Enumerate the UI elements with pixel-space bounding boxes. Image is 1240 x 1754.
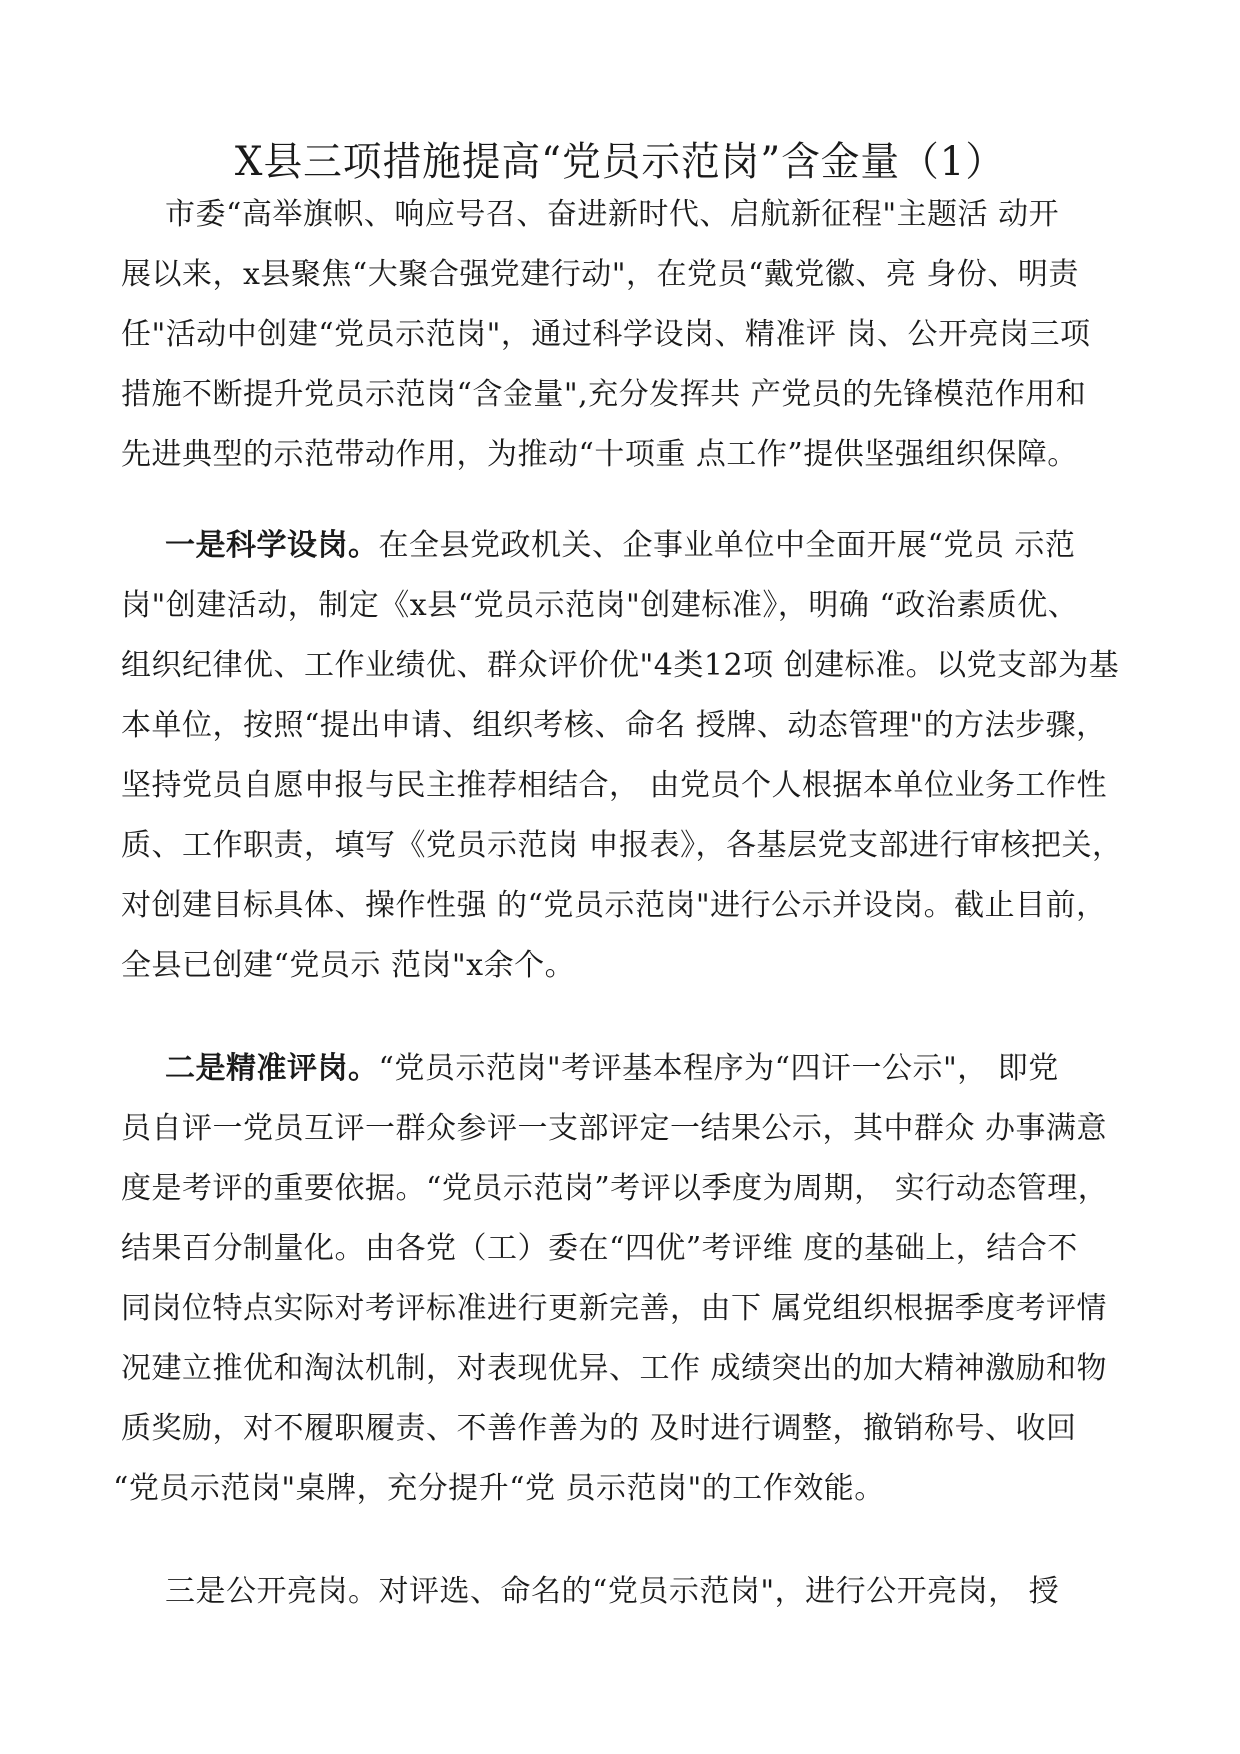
- paragraph-line: 先进典型的示范带动作用，为推动“十项重 点工作”提供坚强组织保障。: [121, 437, 1078, 472]
- paragraph-line: 措施不断提升党员示范岗“含金量",充分发挥共 产党员的先锋模范作用和: [121, 377, 1087, 412]
- paragraph-line: 坚持党员自愿申报与民主推荐相结合， 由党员个人根据本单位业务工作性: [121, 768, 1108, 803]
- paragraph-line: 展以来，x县聚焦“大聚合强党建行动"，在党员“戴党徽、亮 身份、明责: [121, 257, 1079, 292]
- paragraph-line: “党员示范岗"桌牌，充分提升“党 员示范岗"的工作效能。: [113, 1471, 885, 1506]
- paragraph-line: 质、工作职责，填写《党员示范岗 申报表》，各基层党支部进行审核把关，: [121, 828, 1123, 863]
- paragraph-first-line: [165, 1049, 1059, 1089]
- paragraph-line: 结果百分制量化。由各党（工）委在“四优”考评维 度的基础上，结合不: [121, 1231, 1078, 1266]
- paragraph-text: “党员示范岗"考评基本程序为“四讦一公示"， 即党: [378, 1051, 1059, 1086]
- section-lead-heading: 二是精准评岗。: [165, 1051, 379, 1086]
- paragraph-line: 况建立推优和淘汰机制，对表现优异、工作 成绩突出的加大精神激励和物: [121, 1351, 1108, 1386]
- paragraph-line: 岗"创建活动，制定《x县“党员示范岗"创建标准》，明确 “政治素质优、: [121, 588, 1079, 623]
- paragraph-line: 度是考评的重要依据。“党员示范岗”考评以季度为周期， 实行动态管理，: [121, 1171, 1109, 1206]
- paragraph-line: 任"活动中创建“党员示范岗"，通过科学设岗、精准评 岗、公开亮岗三项: [121, 317, 1091, 352]
- paragraph-line: 质奖励，对不履职履责、不善作善为的 及时进行调整，撤销称号、收回: [121, 1411, 1077, 1446]
- paragraph-first-line: [165, 526, 1075, 566]
- paragraph-line: 组织纪律优、工作业绩优、群众评价优"4类12项 创建标准。以党支部为基: [121, 648, 1120, 683]
- paragraph-line: 同岗位特点实际对考评标准进行更新完善，由下 属党组织根据季度考评情: [121, 1291, 1108, 1326]
- paragraph-line: 市委“高举旗帜、响应号召、奋进新时代、启航新征程"主题活 动开: [165, 197, 1060, 232]
- paragraph-text: 在全县党政机关、企事业单位中全面开展“党员 示范: [378, 528, 1076, 563]
- paragraph-line: 本单位，按照“提出申请、组织考核、命名 授牌、动态管理"的方法步骤，: [121, 708, 1107, 743]
- paragraph-line: 对创建目标具体、操作性强 的“党员示范岗"进行公示并设岗。截止目前，: [121, 888, 1107, 923]
- document-title: X县三项措施提高“党员示范岗”含金量（1）: [234, 139, 1006, 185]
- paragraph-line: 全县已创建“党员示 范岗"x余个。: [121, 948, 576, 983]
- paragraph-line: 三是公开亮岗。对评选、命名的“党员示范岗"，进行公开亮岗， 授: [165, 1574, 1060, 1609]
- paragraph-line: 员自评一党员互评一群众参评一支部评定一结果公示，其中群众 办事满意: [121, 1111, 1108, 1146]
- section-lead-heading: 一是科学设岗。: [165, 528, 379, 563]
